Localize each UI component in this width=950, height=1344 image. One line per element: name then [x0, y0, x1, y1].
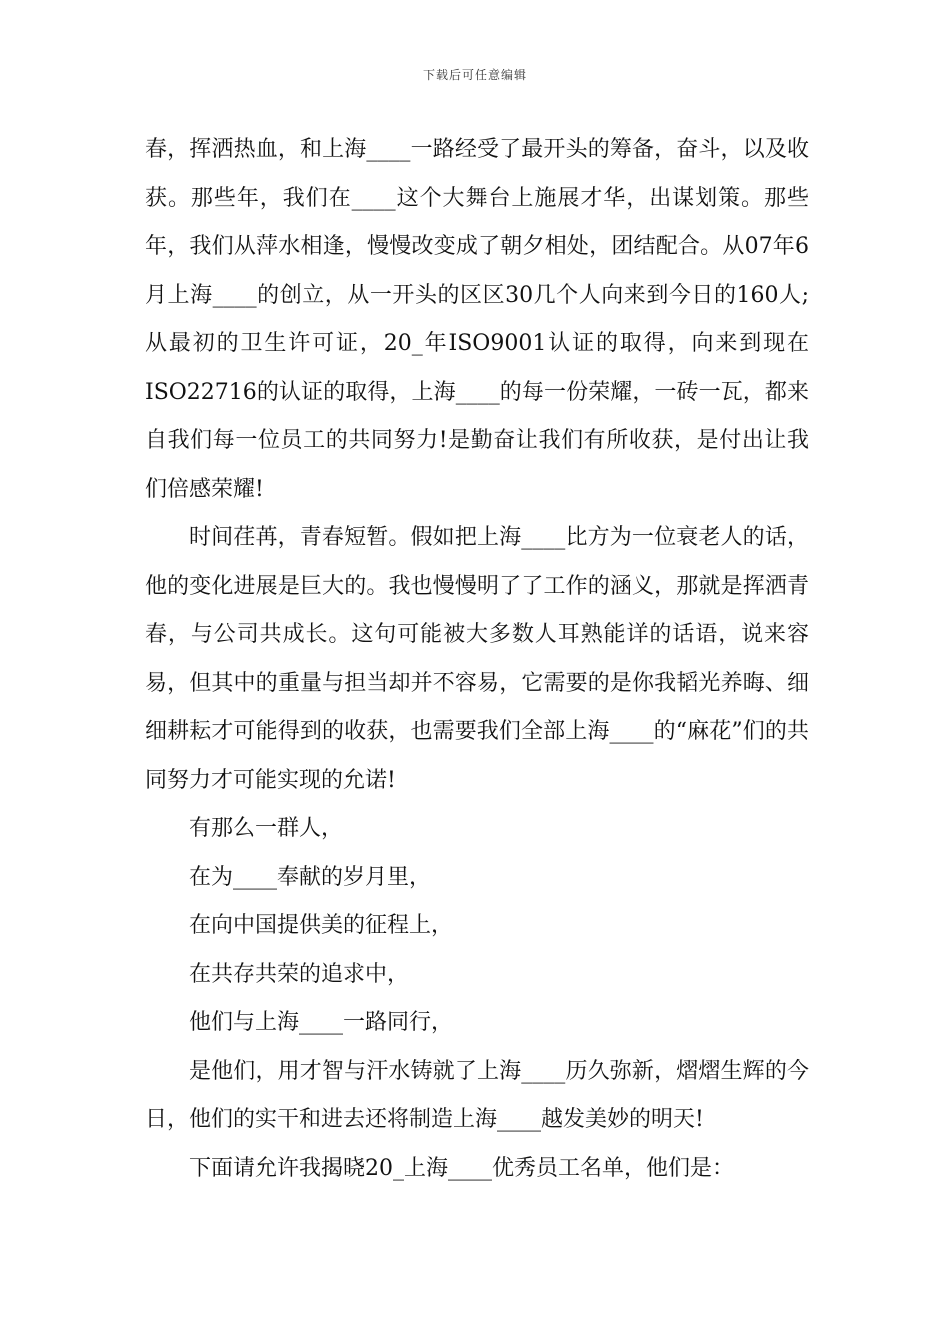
paragraph-5: 在向中国提供美的征程上，	[189, 913, 454, 938]
paragraph-3: 有那么一群人，	[189, 816, 344, 841]
paragraph-4: 在为____奉献的岁月里，	[189, 864, 432, 890]
paragraph-2: 时间荏苒，青春短暂。假如把上海____比方为一位衰老人的话，他的变化进展是巨大的。我也慢慢明了了工作的涵义，那就是挥洒青春，与公司共成长。这句可能被大多数人耳熟能详的话语，说来容易，但其中的重量与担当却并不容易，它需要的是你我韬光养晦、细细耕耘才可能得到的收获，也需要我们全部上海____的“麻花”们的共同努力才可能实现的允诺!	[145, 525, 809, 793]
paragraph-1: 春，挥洒热血，和上海____一路经受了最开头的筹备，奋斗，以及收获。那些年，我们在____这个大舞台上施展才华，出谋划策。那些年，我们从萍水相逢，慢慢改变成了朝夕相处，团结配合。从07年6月上海____的创立，从一开头的区区30几个人向来到今日的160人;从最初的卫生许可证，20_年ISO9001认证的取得，向来到现在ISO22716的认证的取得，上海____的每一份荣耀，一砖一瓦，都来自我们每一位员工的共同努力!是勤奋让我们有所收获，是付出让我们倍感荣耀!	[145, 137, 809, 502]
paragraph-7: 他们与上海____一路同行，	[189, 1010, 454, 1035]
paragraph-9: 下面请允许我揭晓20_上海____优秀员工名单，他们是：	[189, 1155, 734, 1181]
page-header: 下载后可任意编辑	[422, 68, 527, 82]
paragraph-6: 在共存共荣的追求中，	[189, 961, 410, 987]
document-body	[145, 126, 809, 1193]
paragraph-8: 是他们，用才智与汗水铸就了上海____历久弥新，熠熠生辉的今日，他们的实干和进去还将制造上海____越发美妙的明天!	[145, 1058, 809, 1132]
